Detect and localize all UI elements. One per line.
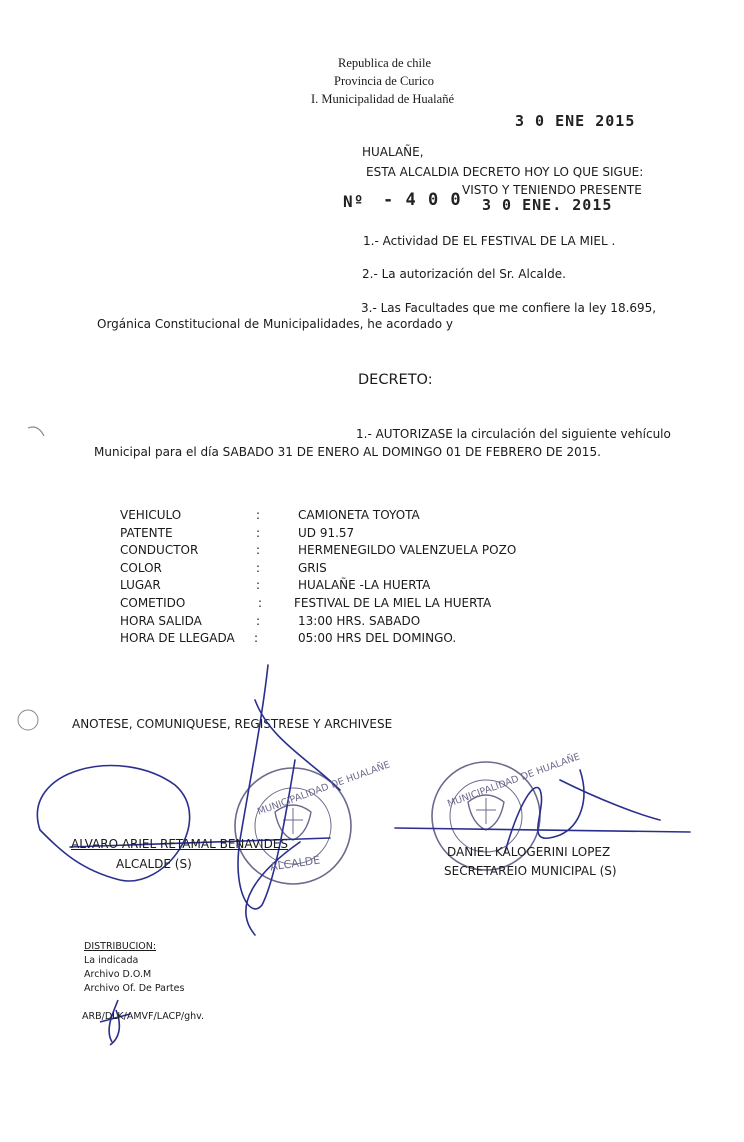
row-separator: : <box>256 525 261 540</box>
row-separator: : <box>256 613 261 628</box>
row-label: CONDUCTOR <box>120 543 199 558</box>
vehicle-row-hora-salida <box>120 614 600 632</box>
row-separator: : <box>256 543 261 558</box>
consideration-3a: 3.- Las Facultades que me confiere la ley 18.695, <box>361 301 657 315</box>
left-seal-bottom: ALCALDE <box>269 853 321 874</box>
row-value: UD 91.57 <box>298 525 355 540</box>
row-value: 13:00 HRS. SABADO <box>298 613 421 628</box>
distribution-item: La indicada <box>84 955 139 966</box>
row-value: 05:00 HRS DEL DOMINGO. <box>298 631 457 646</box>
consideration-3b: Orgánica Constitucional de Municipalidades, he acordado y <box>97 317 453 331</box>
article-1-line2: Municipal para el día SABADO 31 DE ENERO AL DOMINGO 01 DE FEBRERO DE 2015. <box>94 445 601 459</box>
date-stamp-top: 3 0 ENE 2015 <box>515 112 636 130</box>
row-separator: : <box>256 508 261 522</box>
header-municipality: I. Municipalidad de Hualañé <box>311 92 455 106</box>
row-separator: : <box>258 595 263 610</box>
row-label: LUGAR <box>120 578 161 593</box>
row-label: HORA DE LLEGADA <box>120 631 235 646</box>
row-separator: : <box>256 578 261 593</box>
decree-intro: ESTA ALCALDIA DECRETO HOY LO QUE SIGUE: <box>366 165 644 179</box>
distribution-heading: DISTRIBUCION: <box>84 941 157 952</box>
vehicle-row-color <box>120 561 600 579</box>
right-signature-icon <box>395 770 690 852</box>
row-value: HUALAÑE -LA HUERTA <box>298 578 431 593</box>
vehicle-row-conductor <box>120 543 600 561</box>
distribution-item: Archivo Of. De Partes <box>84 983 185 994</box>
row-separator: : <box>256 560 261 575</box>
distribution-item: Archivo D.O.M <box>84 969 152 980</box>
punch-hole-icon <box>18 710 38 730</box>
row-value: FESTIVAL DE LA MIEL LA HUERTA <box>294 595 492 610</box>
left-seal-text: MUNICIPALIDAD DE HUALAÑE <box>256 759 392 818</box>
consideration-2: 2.- La autorización del Sr. Alcalde. <box>362 267 566 281</box>
row-label: HORA SALIDA <box>120 613 202 628</box>
punch-hole-icon <box>28 427 44 436</box>
vehicle-row-cometido <box>120 596 600 614</box>
left-signatory-name: ALVARO ARIEL RETAMAL BENAVIDES <box>71 837 289 851</box>
decree-date-stamp: 3 0 ENE. 2015 <box>482 196 613 214</box>
row-label: COLOR <box>120 560 162 575</box>
row-value: GRIS <box>298 560 327 575</box>
visto-text: VISTO Y TENIENDO PRESENTE <box>462 183 642 197</box>
right-seal-text: MUNICIPALIDAD DE HUALAÑE <box>446 751 582 810</box>
row-value: CAMIONETA TOYOTA <box>298 508 420 522</box>
article-1-line1: 1.- AUTORIZASE la circulación del siguiente vehículo <box>356 427 671 441</box>
decree-number: - 4 0 0 <box>383 190 462 210</box>
header-province: Provincia de Curico <box>334 74 434 88</box>
vehicle-table <box>120 508 600 649</box>
row-label: VEHICULO <box>120 508 182 522</box>
consideration-1: 1.- Actividad DE EL FESTIVAL DE LA MIEL . <box>363 234 616 248</box>
place-text: HUALAÑE, <box>362 145 424 159</box>
row-label: PATENTE <box>120 525 173 540</box>
decreto-heading: DECRETO: <box>358 372 433 388</box>
vehicle-row-vehiculo <box>120 508 600 526</box>
vehicle-row-patente <box>120 526 600 544</box>
row-value: HERMENEGILDO VALENZUELA POZO <box>298 543 517 558</box>
right-signatory-name: DANIEL KALOGERINI LOPEZ <box>447 845 611 859</box>
decree-number-prefix: Nº <box>343 192 365 211</box>
left-signatory-title: ALCALDE (S) <box>116 857 192 871</box>
row-label: COMETIDO <box>120 595 186 610</box>
vehicle-row-hora-llegada <box>120 631 600 649</box>
right-signatory-title: SECRETAREIO MUNICIPAL (S) <box>444 864 617 878</box>
closing-statement: ANOTESE, COMUNIQUESE, REGISTRESE Y ARCHIVESE <box>72 717 393 731</box>
reference-initials: ARB/DLK/AMVF/LACP/ghv. <box>82 1011 205 1022</box>
vehicle-row-lugar <box>120 578 600 596</box>
header-country: Republica de chile <box>338 56 432 70</box>
row-separator: : <box>254 631 259 646</box>
